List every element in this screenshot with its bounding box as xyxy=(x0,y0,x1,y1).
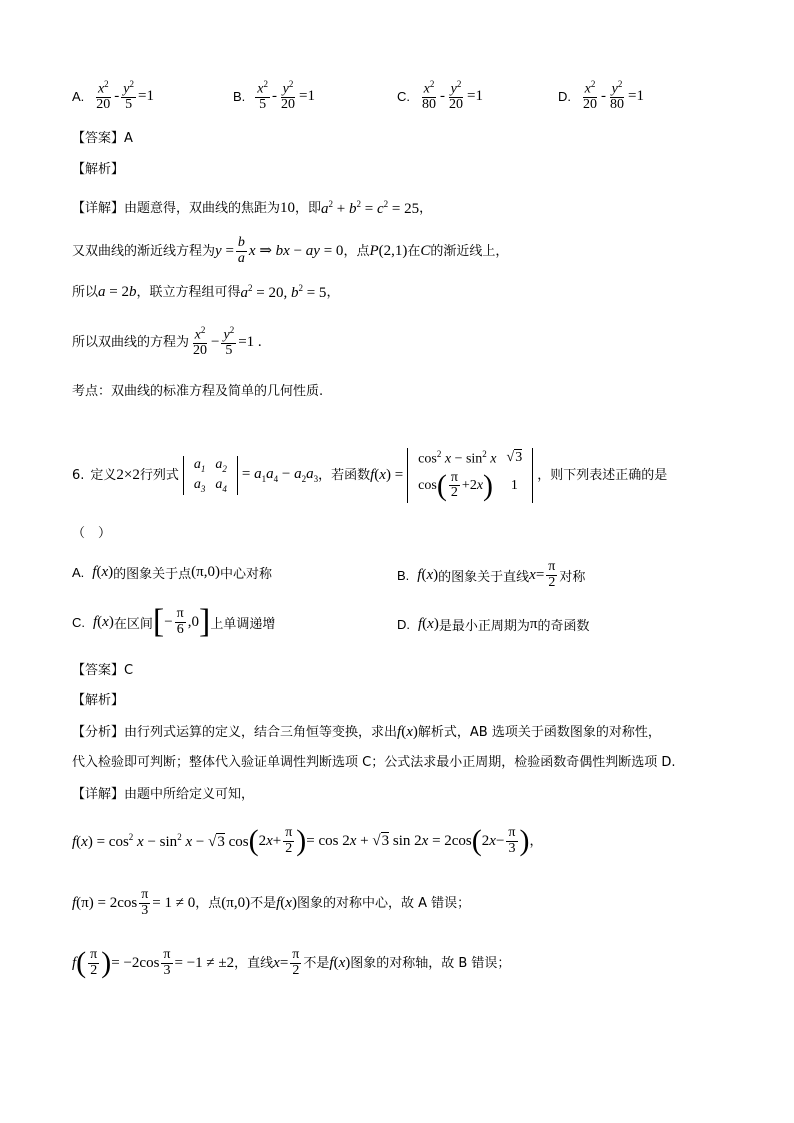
analysis-5-label: 【解析】 xyxy=(72,162,125,177)
answer-6: 【答案】 C xyxy=(72,663,134,678)
detail-6-line-1: $f(x) = \cos^2 x - \sin^2 x - √3$ cos ( 2x+ $\frac{\pi}{2}$ ) = cos 2x + √3 sin 2x = 2cos ( 2x− $\frac{\pi}{3}$ ) ， xyxy=(72,824,543,858)
detail-5-line-2: 又双曲线的渐近线方程为 y = $\frac{b}{a}$ x ⇒ bx − ay = 0 ，点 P(2,1) 在 C 的渐近线上， xyxy=(72,235,509,266)
detail-5-line-1: 【详解】 由题意得，双曲线的焦距为 10 ，即 $a^2 + b^2 = c^2 = 25$ ， xyxy=(72,199,433,217)
q5-option-c: C. $\frac{x^2}{80}$ - $\frac{y^2}{20}$ =1 xyxy=(397,79,483,113)
analysis-6-line-2: 代入检验即可判断；整体代入验证单调性判断选项 C；公式法求最小正周期，检验函数奇偶性判断选项 D. xyxy=(72,755,676,770)
q5-option-a: A. $\frac{x^2}{20}$ - $\frac{y^2}{5}$ =1 xyxy=(72,79,154,113)
q5-option-d: D. $\frac{x^2}{20}$ - $\frac{y^2}{80}$ =1 xyxy=(558,79,644,113)
detail-5-line-4: 所以双曲线的方程为 $\frac{x^2}{20}$ − $\frac{y^2}{5}$ =1 . xyxy=(72,325,262,359)
q6-option-b: B. f(x) 的图象关于直线 x = $\frac{\pi}{2}$ 对称 xyxy=(397,559,586,590)
kaodian: 考点：双曲线的标准方程及简单的几何性质. xyxy=(72,384,324,399)
detail-5-line-3: 所以 a = 2b ，联立方程组可得 $a^2 = 20$, $b^2 = 5$ ， xyxy=(72,283,340,301)
analysis-6-line-1: 【分析】 由行列式运算的定义，结合三角恒等变换，求出 f(x) 解析式，AB 选项关于函数图象的对称性， xyxy=(72,724,661,740)
q6-option-d: D. f(x) 是最小正周期为 π 的奇函数 xyxy=(397,616,590,634)
detail-6-intro: 【详解】 由题中所给定义可知， xyxy=(72,787,255,802)
q5-option-b: B. $\frac{x^2}{5}$ - $\frac{y^2}{20}$ =1 xyxy=(233,79,315,113)
answer-5: 【答案】 A xyxy=(72,131,133,146)
question-6-stem: 6. 定义 2×2 行列式 $a_1$ $a_2$ $a_3$ $a_4$ = $a_1a_4 - a_2a_3$ ，若函数 f(x) = $\cos^2 x - \sin^2 x$ √3 cos ( $\frac{\pi}{2}$ +2 x ) 1 ，则下列表述正确的是 xyxy=(72,449,668,502)
question-6-paren: （ ） xyxy=(72,526,112,541)
q6-option-a: A. f(x) 的图象关于点 (π,0) 中心对称 xyxy=(72,564,272,582)
q6-option-c: C. f(x) 在区间 [ − $\frac{\pi}{6}$ ,0 ] 上单调递增 xyxy=(72,603,276,640)
detail-6-line-2: f(π) = 2cos $\frac{\pi}{3}$ = 1 ≠ 0 ，点 (π,0) 不是 f(x) 图象的对称中心，故 A 错误； xyxy=(72,887,471,918)
detail-6-line-3: f ( $\frac{\pi}{2}$ ) = −2cos $\frac{\pi}{3}$ = −1 ≠ ±2 ，直线 x = $\frac{\pi}{2}$ 不是 f(x) 图象的对称轴，故 B 错误； xyxy=(72,946,511,980)
analysis-6-label: 【解析】 xyxy=(72,693,125,708)
